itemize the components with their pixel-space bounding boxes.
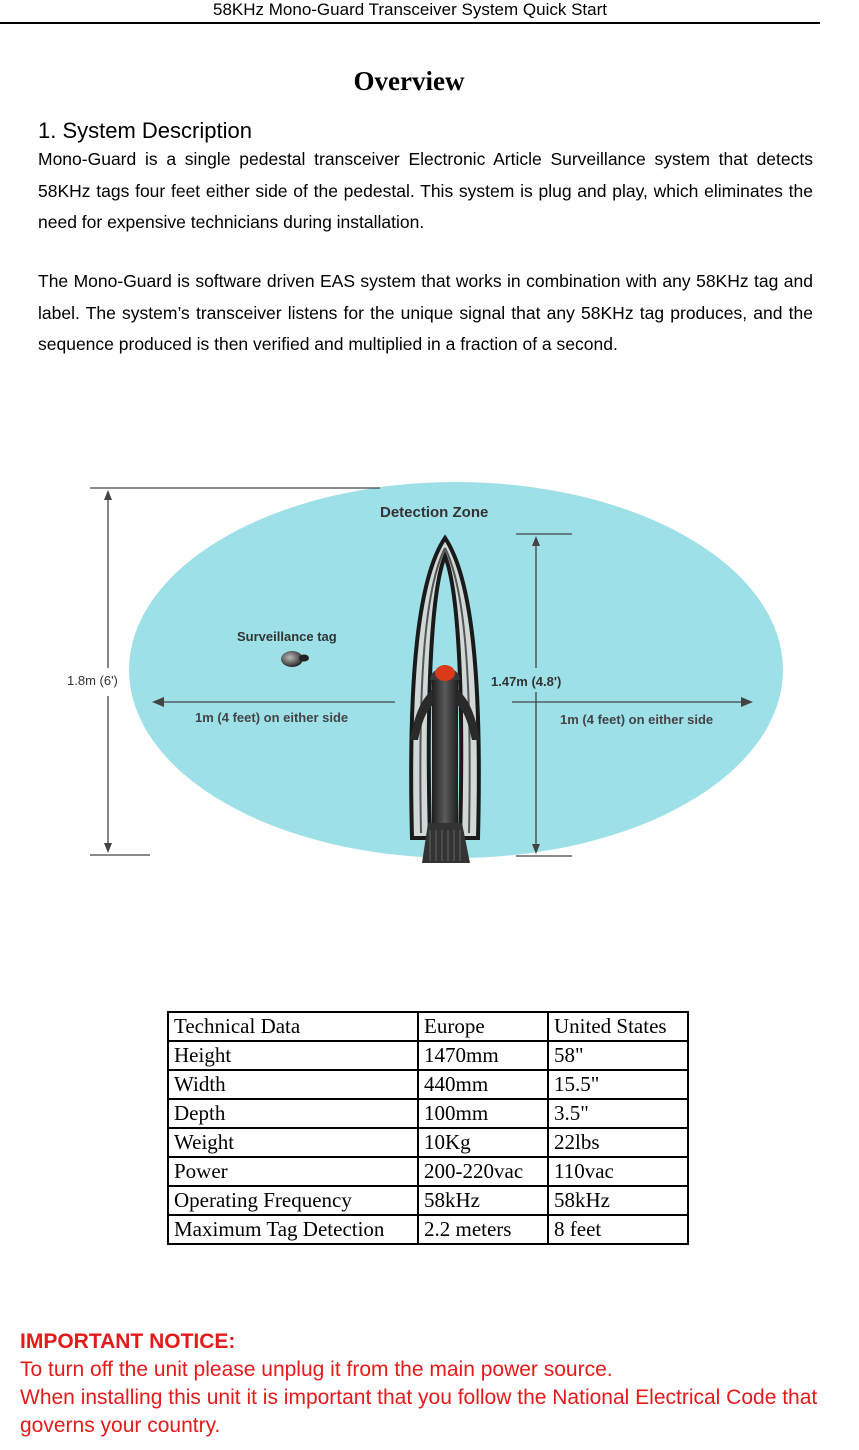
table-cell: 3.5": [548, 1099, 688, 1128]
table-row: [168, 1070, 688, 1099]
arrow-up-icon: [104, 490, 112, 500]
table-cell: Depth: [168, 1099, 418, 1128]
table-cell: 100mm: [418, 1099, 548, 1128]
table-cell: 2.2 meters: [418, 1215, 548, 1244]
table-row: [168, 1128, 688, 1157]
page-title: Overview: [353, 66, 465, 96]
important-notice: [20, 1328, 859, 1440]
page-header: 58KHz Mono-Guard Transceiver System Quick Start: [0, 0, 820, 24]
table-header-cell: Technical Data: [168, 1012, 418, 1041]
table-cell: 110vac: [548, 1157, 688, 1186]
range-right-label: 1m (4 feet) on either side: [560, 712, 714, 727]
detection-zone-diagram: [50, 478, 790, 878]
table-row: [168, 1041, 688, 1070]
height-pedestal-label: 1.47m (4.8'): [491, 674, 562, 689]
surveillance-tag-label: Surveillance tag: [237, 629, 337, 644]
height-total-label: 1.8m (6'): [67, 673, 118, 688]
table-cell: 58": [548, 1041, 688, 1070]
table-row: [168, 1099, 688, 1128]
description-paragraph-1: Mono-Guard is a single pedestal transceiver Electronic Article Surveillance system that detects 58KHz tags four feet either side of the pedestal. This system is plug and play, which eliminates the need for expensive technicians during installation.: [38, 149, 813, 232]
table-cell: 58kHz: [548, 1186, 688, 1215]
table-row: [168, 1215, 688, 1244]
table-cell: Width: [168, 1070, 418, 1099]
table-row: [168, 1186, 688, 1215]
indicator-light-icon: [435, 665, 455, 681]
range-left-label: 1m (4 feet) on either side: [195, 710, 349, 725]
table-cell: Maximum Tag Detection: [168, 1215, 418, 1244]
table-cell: 15.5": [548, 1070, 688, 1099]
notice-line-2: When installing this unit it is important that you follow the National Electrical Code that governs your country.: [20, 1386, 818, 1437]
notice-heading: IMPORTANT NOTICE:: [20, 1330, 236, 1353]
arrow-down-icon: [104, 843, 112, 853]
table-header-row: [168, 1012, 688, 1041]
table-row: [168, 1157, 688, 1186]
table-cell: 10Kg: [418, 1128, 548, 1157]
technical-data-table: [167, 1011, 689, 1245]
table-cell: 58kHz: [418, 1186, 548, 1215]
description-paragraph-2: The Mono-Guard is software driven EAS system that works in combination with any 58KHz tag and label. The system’s transceiver listens for the unique signal that any 58KHz tag produces, and the sequence produced is then verified and multiplied in a fraction of a second.: [38, 271, 813, 354]
table-cell: 200-220vac: [418, 1157, 548, 1186]
table-header-cell: Europe: [418, 1012, 548, 1041]
table-header-cell: United States: [548, 1012, 688, 1041]
table-cell: Power: [168, 1157, 418, 1186]
table-cell: Weight: [168, 1128, 418, 1157]
section-heading: 1. System Description: [38, 118, 252, 143]
table-cell: Height: [168, 1041, 418, 1070]
detection-zone-label: Detection Zone: [380, 504, 489, 521]
table-cell: 1470mm: [418, 1041, 548, 1070]
table-cell: 440mm: [418, 1070, 548, 1099]
table-cell: 8 feet: [548, 1215, 688, 1244]
table-cell: 22lbs: [548, 1128, 688, 1157]
table-cell: Operating Frequency: [168, 1186, 418, 1215]
notice-line-1: To turn off the unit please unplug it from the main power source.: [20, 1358, 613, 1381]
